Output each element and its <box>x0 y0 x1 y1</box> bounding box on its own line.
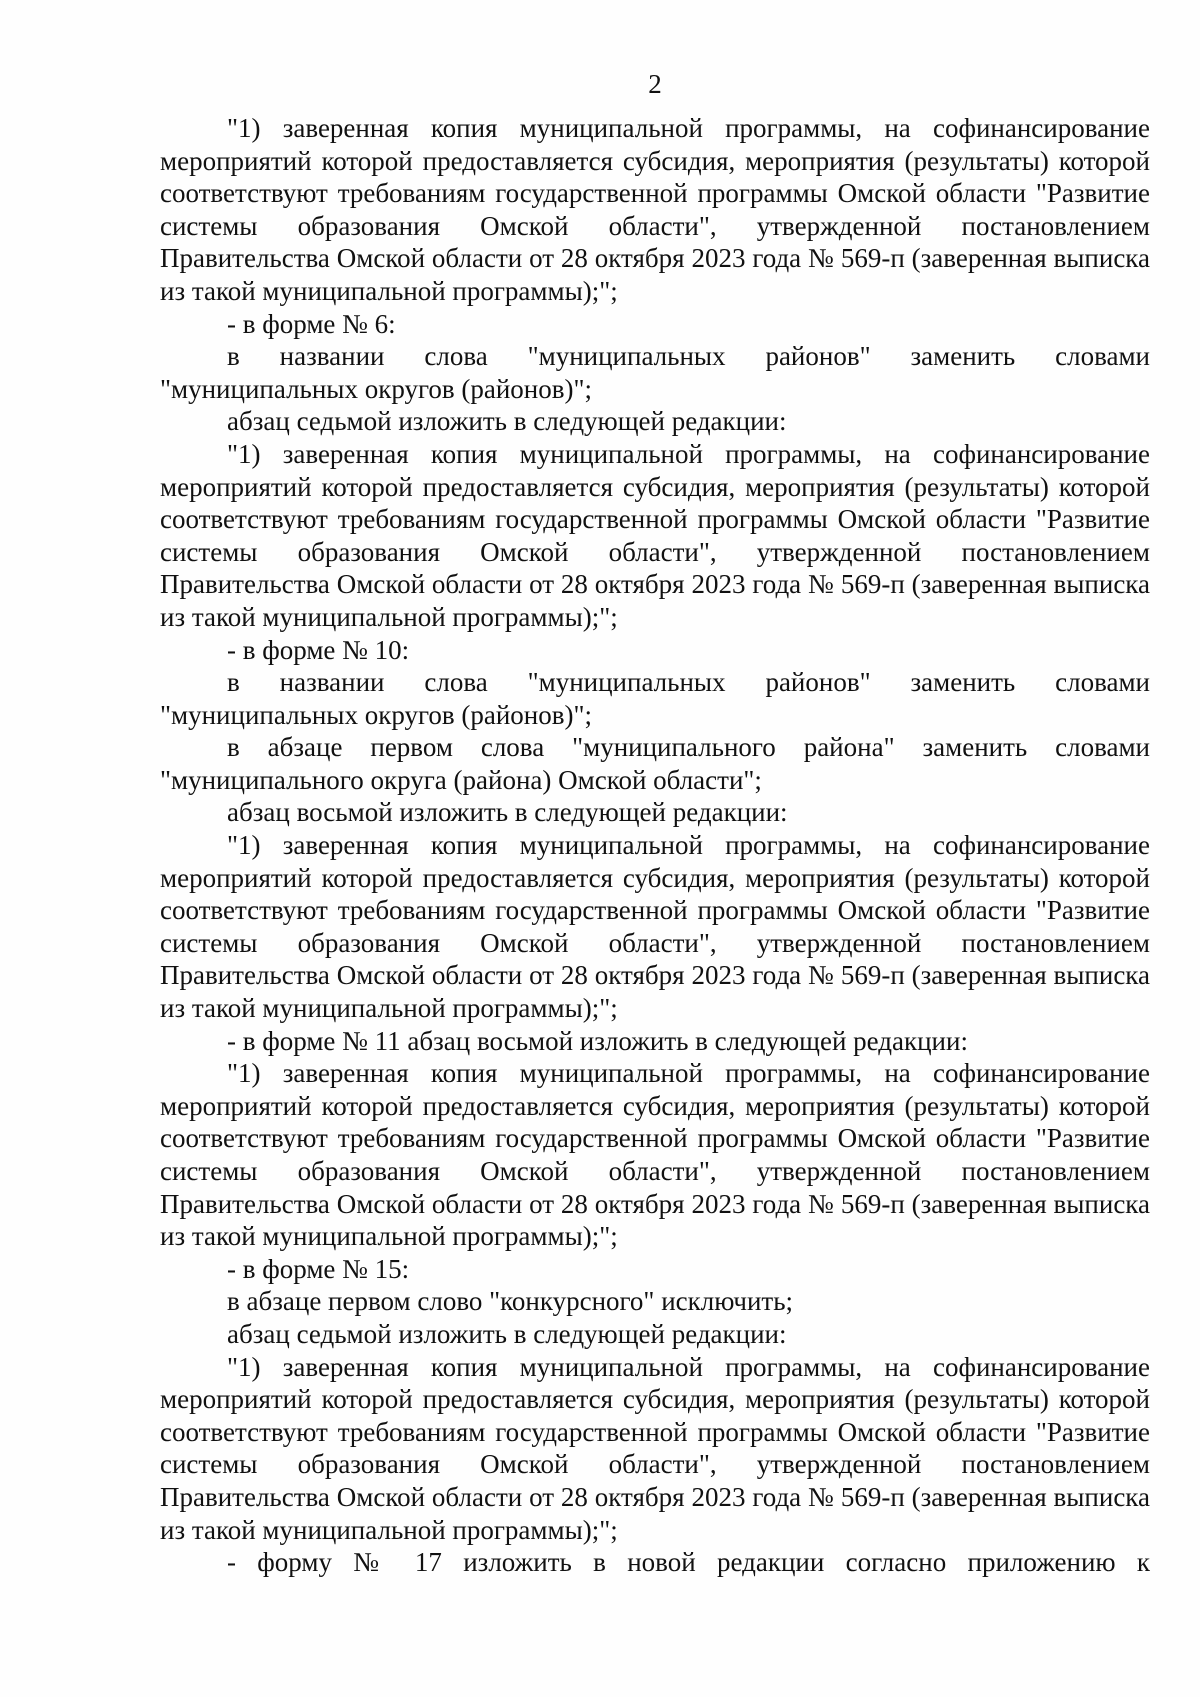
page-number: 2 <box>648 69 662 99</box>
paragraph: - в форме № 10: <box>227 634 410 665</box>
paragraph: "1) заверенная копия муниципальной программы, на софинансирование мероприятий которой предоставляется субсидия, мероприятия (результаты) которой соответствуют требованиям государственной программы Омской области "Развитие системы образования Омской области", утвержденной постановлением Правительства Омской области от 28 октября 2023 года № 569-п (заверенная выписка из такой муниципальной программы);"; <box>160 113 1150 306</box>
paragraph: абзац седьмой изложить в следующей редакции: <box>227 406 787 437</box>
paragraph: в абзаце первом слово "конкурсного" исключить; <box>227 1286 794 1317</box>
paragraph: абзац восьмой изложить в следующей редакции: <box>227 797 788 828</box>
paragraph-continued: - форму № 17 изложить в новой редакции согласно приложению к <box>227 1547 1150 1578</box>
paragraph: абзац седьмой изложить в следующей редакции: <box>227 1318 787 1349</box>
paragraph: - в форме № 6: <box>227 308 396 339</box>
paragraph: в названии слова "муниципальных районов" заменить словами "муниципальных округов (районов)"; <box>160 667 1150 730</box>
paragraph: - в форме № 11 абзац восьмой изложить в следующей редакции: <box>227 1025 968 1056</box>
paragraph: "1) заверенная копия муниципальной программы, на софинансирование мероприятий которой предоставляется субсидия, мероприятия (результаты) которой соответствуют требованиям государственной программы Омской области "Развитие системы образования Омской области", утвержденной постановлением Правительства Омской области от 28 октября 2023 года № 569-п (заверенная выписка из такой муниципальной программы);"; <box>160 830 1150 1024</box>
paragraph: "1) заверенная копия муниципальной программы, на софинансирование мероприятий которой предоставляется субсидия, мероприятия (результаты) которой соответствуют требованиям государственной программы Омской области "Развитие системы образования Омской области", утвержденной постановлением Правительства Омской области от 28 октября 2023 года № 569-п (заверенная выписка из такой муниципальной программы);"; <box>160 1351 1150 1545</box>
paragraph: - в форме № 15: <box>227 1253 410 1284</box>
paragraph: в абзаце первом слова "муниципального района" заменить словами "муниципального округа (района) Омской области"; <box>160 732 1150 795</box>
paragraph: "1) заверенная копия муниципальной программы, на софинансирование мероприятий которой предоставляется субсидия, мероприятия (результаты) которой соответствуют требованиям государственной программы Омской области "Развитие системы образования Омской области", утвержденной постановлением Правительства Омской области от 28 октября 2023 года № 569-п (заверенная выписка из такой муниципальной программы);"; <box>160 1058 1150 1252</box>
paragraph: в названии слова "муниципальных районов" заменить словами "муниципальных округов (районов)"; <box>160 341 1150 404</box>
document-body <box>160 112 1150 1579</box>
paragraph: "1) заверенная копия муниципальной программы, на софинансирование мероприятий которой предоставляется субсидия, мероприятия (результаты) которой соответствуют требованиям государственной программы Омской области "Развитие системы образования Омской области", утвержденной постановлением Правительства Омской области от 28 октября 2023 года № 569-п (заверенная выписка из такой муниципальной программы);"; <box>160 438 1150 632</box>
